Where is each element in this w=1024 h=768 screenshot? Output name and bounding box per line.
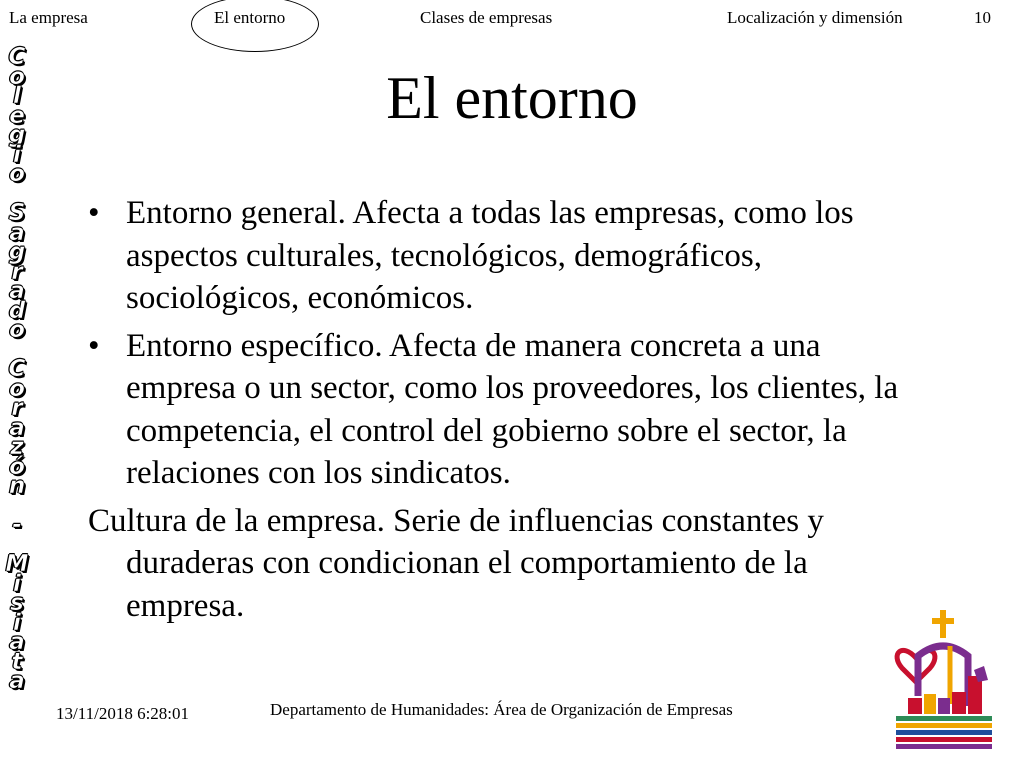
vertical-text-glyph: M: [5, 551, 29, 577]
vertical-text-glyph: r: [11, 395, 23, 421]
footer-department: Departamento de Humanidades: Área de Organización de Empresas: [270, 700, 733, 719]
footer-date: 13/11/2018 6:28:01: [56, 704, 190, 723]
vertical-text-glyph: C: [8, 356, 26, 382]
school-logo-icon: [888, 606, 1006, 754]
vertical-text-glyph: r: [11, 258, 23, 285]
vertical-text-glyph: a: [9, 629, 25, 655]
vertical-text-glyph: s: [10, 590, 24, 616]
top-navigation: [0, 0, 1024, 40]
paragraph-text: Cultura de la empresa. Serie de influencias constantes y duraderas con condicionan el comportamiento de la empresa.: [88, 502, 824, 624]
page-number: 10: [974, 8, 991, 27]
vertical-text-glyph: e: [9, 102, 25, 129]
vertical-text-glyph: a: [9, 668, 25, 694]
vertical-text-glyph: S: [8, 200, 26, 226]
vertical-text-glyph: i: [13, 141, 21, 168]
vertical-text-glyph: g: [8, 122, 26, 148]
vertical-text-glyph: o: [9, 161, 25, 187]
vertical-text-glyph: o: [9, 317, 25, 343]
slide-content: [88, 192, 918, 627]
bullet-item: [88, 325, 918, 495]
bullet-icon: •: [88, 327, 100, 364]
nav-item-clases-de-empresas[interactable]: Clases de empresas: [420, 8, 553, 27]
nav-item-localizacion-y-dimension[interactable]: Localización y dimensión: [727, 8, 903, 27]
vertical-text-glyph: l: [13, 83, 21, 109]
vertical-text-glyph: o: [9, 63, 25, 90]
vertical-text-glyph: a: [9, 278, 25, 304]
vertical-text-glyph: i: [13, 609, 21, 636]
vertical-school-name: [2, 44, 32, 716]
vertical-text-glyph: a: [9, 219, 25, 246]
vertical-text-glyph: n: [8, 473, 26, 499]
vertical-text-glyph: d: [8, 297, 26, 324]
vertical-text-glyph: z: [10, 434, 24, 460]
bullet-text: Entorno general. Afecta a todas las empresas, como los aspectos culturales, tecnológicos, demográficos, sociológicos, económicos.: [126, 195, 854, 316]
nav-item-la-empresa[interactable]: La empresa: [9, 8, 88, 27]
vertical-text-glyph: i: [13, 570, 21, 597]
vertical-text-glyph: o: [9, 375, 25, 402]
vertical-text-glyph: a: [9, 414, 25, 441]
vertical-text-glyph: C: [8, 44, 26, 70]
bullet-item: [88, 192, 918, 320]
bullet-text: Entorno específico. Afecta de manera concreta a una empresa o un sector, como los proveedores, los clientes, la competencia, el control del gobierno sobre el sector, la relaciones con los sindicatos.: [126, 327, 899, 491]
vertical-text-glyph: ó: [9, 453, 25, 480]
vertical-text-glyph: -: [12, 512, 22, 538]
nav-item-el-entorno[interactable]: El entorno: [214, 8, 286, 27]
bullet-icon: •: [88, 195, 100, 231]
vertical-text-glyph: g: [8, 239, 26, 265]
slide-title: El entorno: [386, 65, 638, 131]
vertical-text-glyph: t: [11, 648, 23, 675]
